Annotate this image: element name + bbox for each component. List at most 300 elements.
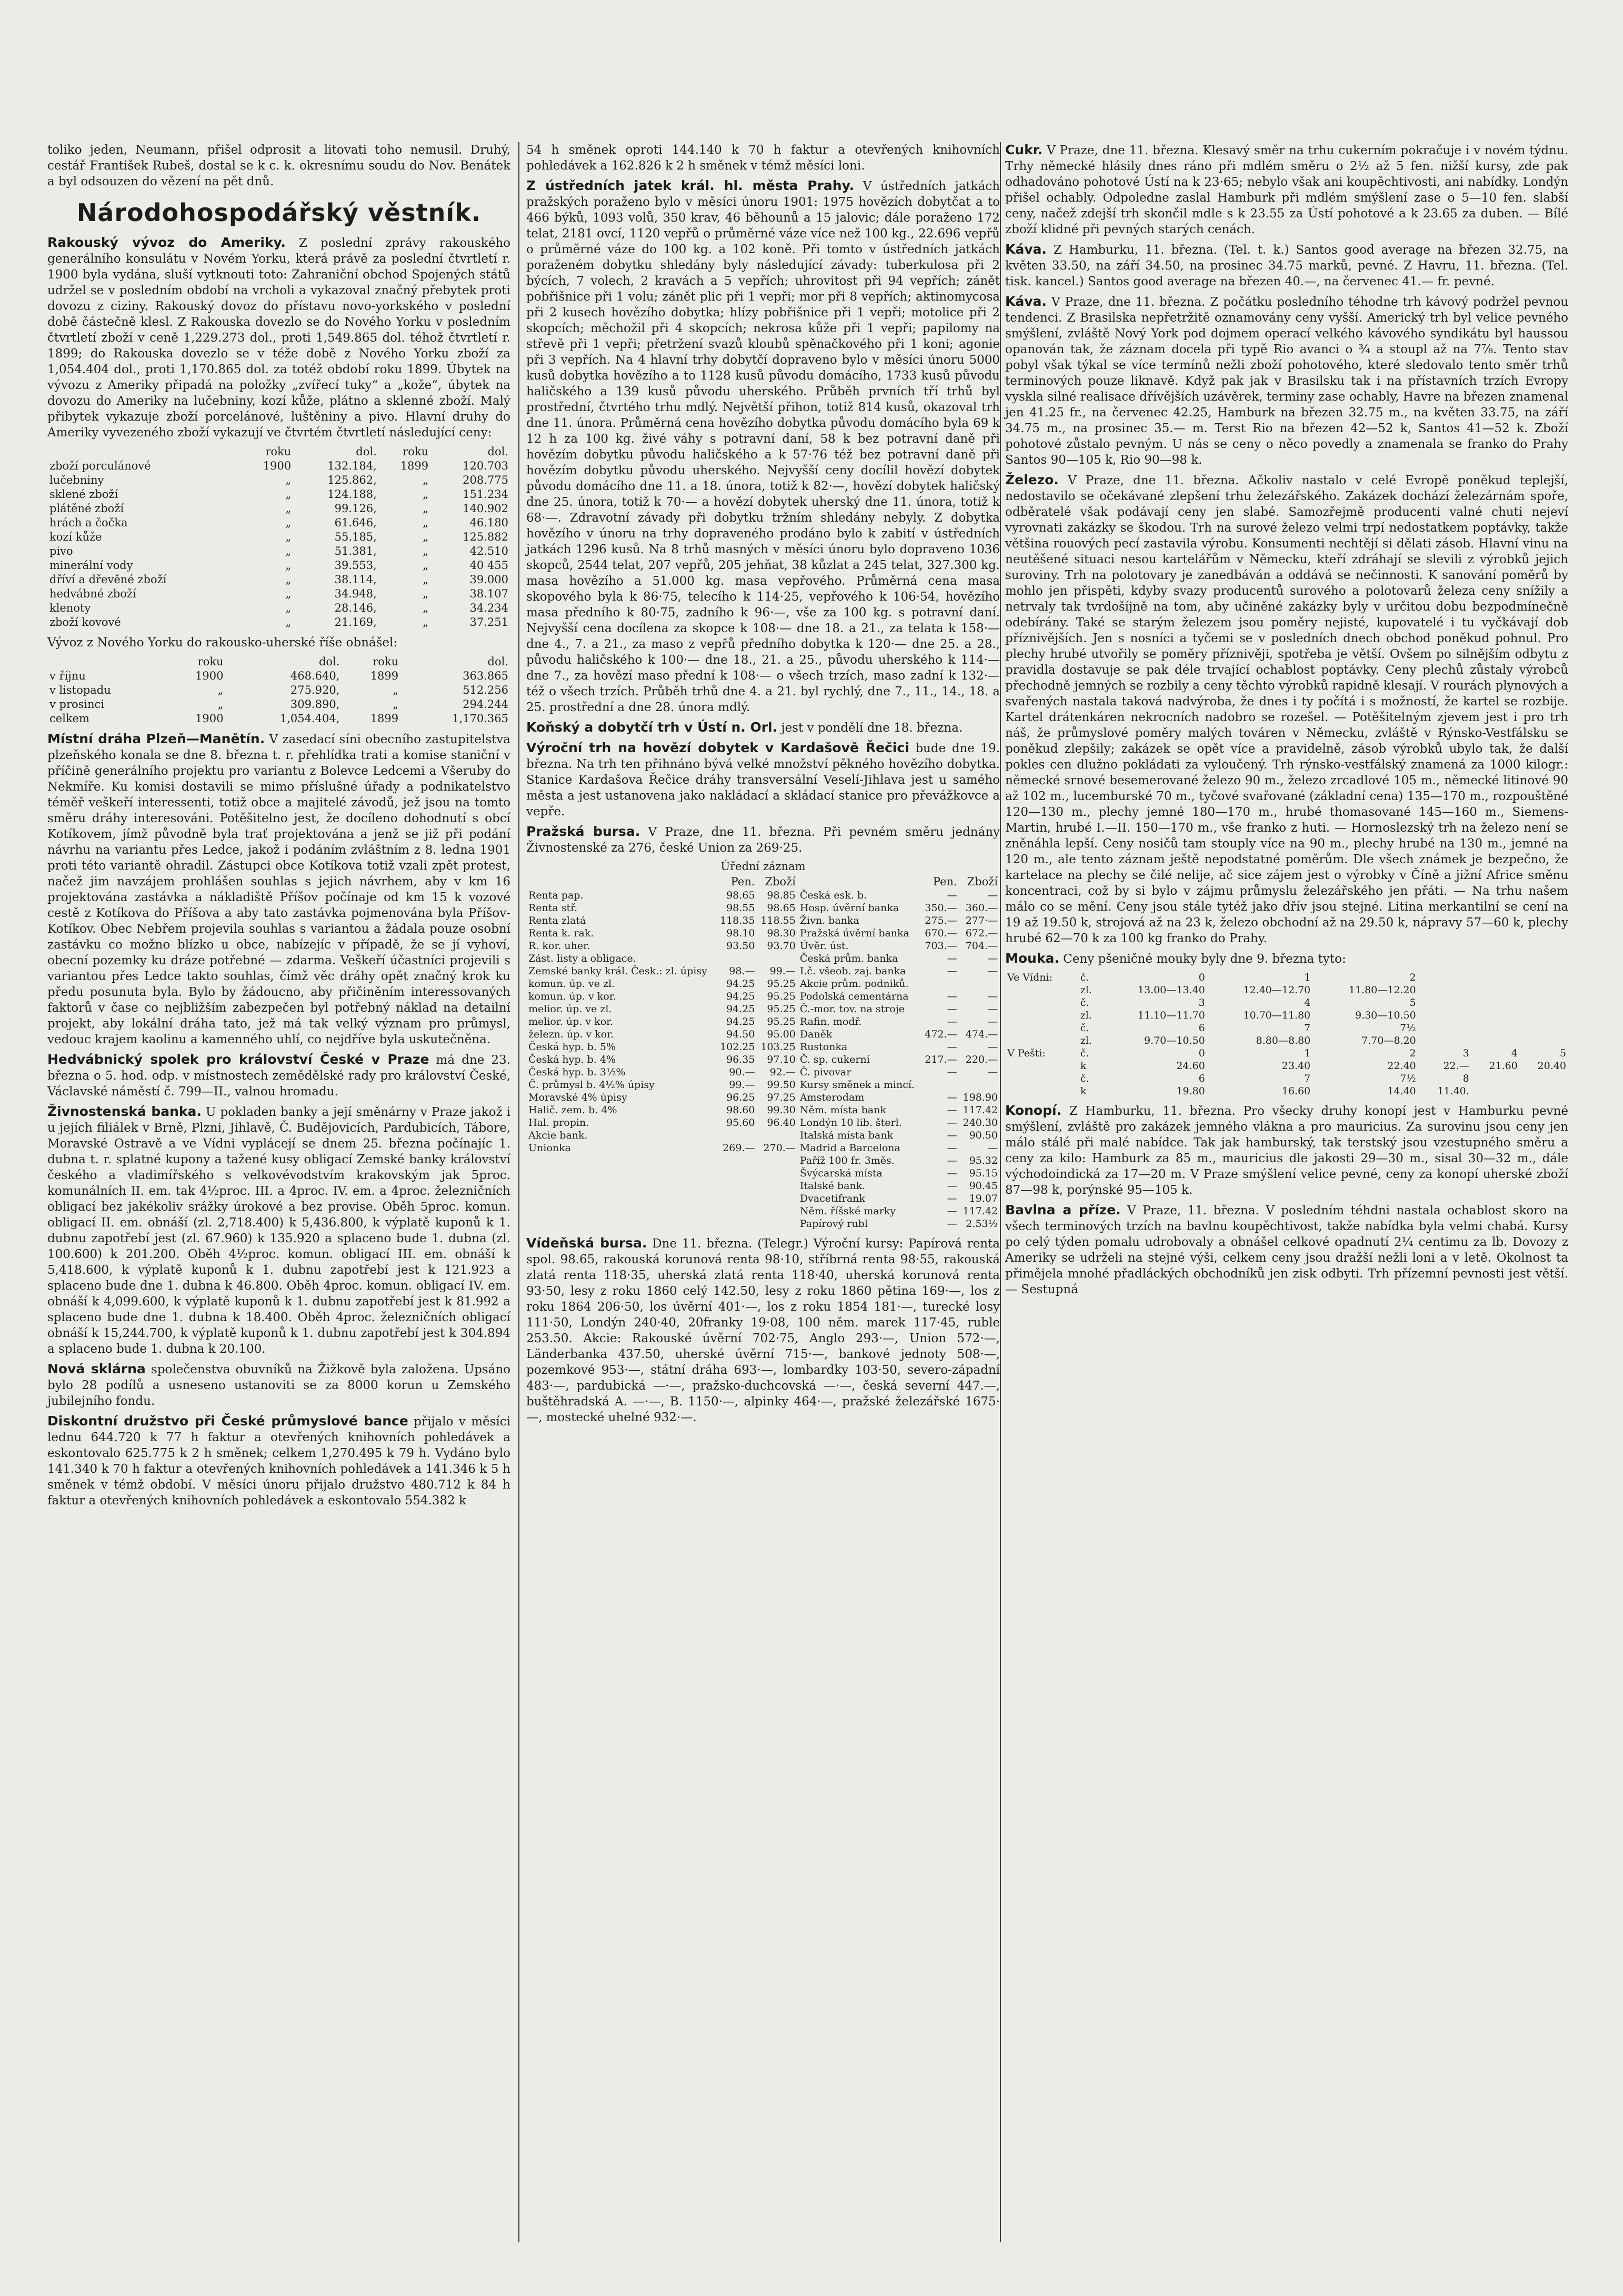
continued-paragraph: 54 h směnek oproti 144.140 k 70 h faktur a otevřených knihovních pohledávek a 162.826 k 2 h směnek v témž měsíci loni. bbox=[526, 143, 1000, 173]
table-cell: „ bbox=[285, 531, 292, 543]
table-row bbox=[1005, 1047, 1568, 1060]
article-body: Dne 11. března. (Telegr.) Výroční kursy: Papírová renta spol. 98.65, rakouská korunová renta 98·10, stříbrná renta 98·55, rakouská zlatá renta 118·35, uherská zlatá renta 118·40, uherská korunová renta 93·50, lesy z roku 1860 celý 142.50, lesy z roku 1860 pětina 169·—, los z roku 1864 206·50, los úvěrní 401·—, los z roku 1854 181·—, turecké losy 111·50, Londýn 240·40, 20franky 19·08, 100 něm. marek 117·45, ruble 253.50. Akcie: Rakouské úvěrní 702·75, Anglo 293·—, Union 572·—, Länderbanka 437.50, uherské úvěrní 715·—, bankové jednoty 508·—, pozemkové 953·—, státní dráha 693·—, lombardky 103·50, severo-západní 483·—, pardubická —·—, pražsko-duchcovská —·—, česká severní 447.—, buštěhradská A. —·—, B. 1150·—, alpinky 464·—, pražské železářské 1675·—, mostecké uhelné 932·—. bbox=[526, 1237, 1000, 1424]
table-cell: „ bbox=[423, 474, 429, 486]
table-cell: „ bbox=[285, 502, 292, 515]
table-cell: — bbox=[947, 1041, 957, 1053]
column-left bbox=[47, 142, 510, 1513]
table-cell: 277·— bbox=[965, 915, 998, 926]
table-cell: Zemské banky král. Česk.: zl. úpisy bbox=[528, 965, 707, 977]
article bbox=[526, 720, 1000, 736]
table-cell: Česká prům. banka bbox=[799, 953, 898, 964]
table-cell: 363.865 bbox=[463, 670, 508, 682]
table-cell: 93.70 bbox=[767, 940, 796, 952]
table-cell: — bbox=[947, 1104, 957, 1116]
table-cell: 55.185, bbox=[334, 531, 377, 543]
table-cell: 474.— bbox=[965, 1029, 998, 1040]
article-heading: Diskontní družstvo při České průmyslové bance bbox=[47, 1413, 408, 1429]
table-cell: 96.40 bbox=[767, 1117, 796, 1129]
table-cell bbox=[716, 1180, 757, 1192]
table-cell: 11.80—12.20 bbox=[1348, 984, 1416, 996]
table-cell: 5 bbox=[1409, 997, 1416, 1009]
table-cell: 4 bbox=[1304, 997, 1311, 1009]
article bbox=[526, 178, 1000, 715]
table-cell: — bbox=[947, 991, 957, 1002]
table-cell: 39.553, bbox=[334, 559, 377, 572]
table-cell: 7 bbox=[1304, 1022, 1311, 1034]
table-cell bbox=[526, 1217, 716, 1230]
table-cell: 99.30 bbox=[767, 1104, 796, 1116]
table-cell: 360.— bbox=[965, 902, 998, 914]
table-cell: 95.25 bbox=[767, 978, 796, 990]
table-cell: 97.25 bbox=[767, 1092, 796, 1103]
table-cell: 2 bbox=[1409, 1047, 1416, 1059]
table-cell: — bbox=[947, 1155, 957, 1166]
article-body: má dne 23. března o 5. hod. odp. v místnostech zemědělské rady pro království České, Václavské náměstí č. 799—II., valnou hromadu. bbox=[47, 1053, 510, 1099]
table-cell: 28.146, bbox=[334, 602, 377, 614]
table-header: Pen. bbox=[933, 875, 957, 888]
table-cell: 151.234 bbox=[463, 488, 508, 501]
table-header: roku bbox=[373, 655, 399, 668]
table-cell: „ bbox=[423, 502, 429, 515]
table-cell bbox=[526, 1180, 716, 1192]
table-cell: č. bbox=[1080, 997, 1089, 1009]
table-cell: železn. úp. v kor. bbox=[528, 1029, 614, 1040]
table-cell: „ bbox=[285, 602, 292, 614]
table-cell: — bbox=[947, 1016, 957, 1027]
column-rule bbox=[1000, 142, 1001, 2242]
table-cell bbox=[959, 1079, 1000, 1091]
table-row bbox=[1005, 984, 1568, 996]
table-cell: 98.55 bbox=[726, 902, 755, 914]
table-cell: 220.— bbox=[965, 1054, 998, 1065]
table-cell: 94.25 bbox=[726, 1016, 755, 1027]
table-cell: Zást. listy a obligace. bbox=[528, 953, 636, 964]
table-cell bbox=[1005, 1022, 1078, 1034]
table-cell: — bbox=[947, 965, 957, 977]
table-cell: 132.184, bbox=[327, 460, 377, 472]
article-body: V Praze, 11. března. V posledním téhdni nastala ochablost skoro na všech terminových trzích na bavlnu koupěchtivost, takže nabídka byla velmi chabá. Kursy po celý týden pomalu udrobovaly a obnášel celkové opadnutí 2¼ centimu za lb. Dovozy z Ameriky se udrželi na stejné výši, celkem ceny jsou dražší nežli loni a v letě. Okolnost ta přimějela mnohé přadláckých obchodníků jen zisk odbyti. Trh přízemní pevnosti jest větší. — Sestupná bbox=[1005, 1204, 1568, 1296]
table-cell: 37.251 bbox=[469, 616, 508, 628]
article-heading: Bavlna a příze. bbox=[1005, 1202, 1121, 1217]
table-cell: „ bbox=[423, 616, 429, 628]
table-cell: „ bbox=[285, 488, 292, 501]
table-row bbox=[47, 502, 510, 516]
table-cell: 10.70—11.80 bbox=[1243, 1010, 1311, 1021]
table-cell: 61.646, bbox=[334, 516, 377, 529]
table-row bbox=[47, 544, 510, 558]
article-heading: Koňský a dobytčí trh v Ústí n. Orl. bbox=[526, 720, 778, 735]
article-body: Z Hamburku, 11. března. (Tel. t. k.) Santos good average na březen 32.75, na květen 33.50, na září 34.50, na prosinec 34.75 marků, pevné. Z Havru, 11. března. (Tel. tisk. kancel.) Santos good average na březen 40.—, na červenec 41.— fr. pevné. bbox=[1005, 243, 1569, 288]
table-cell: Rafin. modř. bbox=[799, 1016, 862, 1027]
table-cell: Unionka bbox=[528, 1142, 571, 1154]
table-cell bbox=[716, 1154, 757, 1167]
table-header bbox=[798, 875, 921, 889]
table-cell: 95.25 bbox=[767, 1003, 796, 1015]
table-cell: 42.510 bbox=[469, 545, 508, 557]
table-cell: — bbox=[947, 1218, 957, 1230]
table-cell: — bbox=[947, 1193, 957, 1204]
table-cell: Švýcarská místa bbox=[799, 1167, 883, 1179]
table-cell: hedvábné zboží bbox=[49, 587, 136, 600]
table-cell: Česká hyp. b. 3½% bbox=[528, 1066, 626, 1078]
table-cell: 98.30 bbox=[767, 927, 796, 939]
table-cell: 94.25 bbox=[726, 991, 755, 1002]
table-cell: 11.40. bbox=[1437, 1085, 1469, 1097]
table-header bbox=[47, 655, 167, 669]
table-cell: 6 bbox=[1198, 1073, 1205, 1084]
table-cell: hrách a čočka bbox=[49, 516, 128, 529]
table-row bbox=[526, 952, 1000, 965]
table-cell: Česká esk. b. bbox=[799, 890, 867, 901]
table-cell: 94.50 bbox=[726, 1029, 755, 1040]
table-cell: 13.00—13.40 bbox=[1137, 984, 1205, 996]
table-cell: 1899 bbox=[370, 712, 399, 725]
article-heading: Nová sklárna bbox=[47, 1361, 146, 1376]
table-cell: Úvěr. úst. bbox=[799, 940, 849, 952]
table-row bbox=[526, 1180, 1000, 1192]
table-cell: 275.920, bbox=[290, 684, 340, 696]
table-row bbox=[47, 669, 510, 683]
table-cell: Paříž 100 fr. 3měs. bbox=[799, 1155, 895, 1166]
table-cell: 95.32 bbox=[969, 1155, 998, 1166]
table-cell: 103.25 bbox=[760, 1041, 796, 1053]
table-row bbox=[47, 601, 510, 615]
table-cell: 38.114, bbox=[334, 573, 377, 586]
table-cell: — bbox=[988, 953, 998, 964]
article-body: V zasedací síni obecního zastupitelstva plzeňského konala se dne 8. března t. r. přehlídka trati a komise staniční v příčině generálního projektu pro variantu z Bolevce Ledcemi a Všeruby do Nekmíře. Ku komisi dostavili se mimo příslušné úřady a podnikatelstvo téměř veškeří interessenti, totiž obce a majitelé závodů, jež jsou na tomto směru dráhy interesováni. Potěšitelno jest, že docíleno dohodnutí s obcí Kotíkovem, jímž původně byla trať projektována a jenž se již při podání návrhu na variantu přes Ledce, jakož i podáním zvláštním z 8. ledna 1901 proti této variantě ohradil. Zástupci obce Kotíkova totiž vzali zpět protest, načež jim navzájem prohlášen souhlas s jejich návrhem, aby v km 16 projektována zastávka a nákladiště Příšov počínaje od km 15 k vozové cestě z Kotíkova do Příšova a aby tato zastávka pojmenována byla Příšov-Kotíkov. Obec Nebřem projevila souhlas s variantou a žádala pouze osobní zastávku co možno blízko u obce, nabízejíc v případě, že se jí vyhoví, obecní pozemky ku dráze potřebné — zdarma. Veškeří účastníci projevili s variantou přes Ledce takto souhlas, čímž věc dráhy opět značný krok ku předu posunuta byla. Bylo by žádoucno, aby přičiněním interessovaných faktorů v čase co nejbližším zabezpečen byl potřebný náklad na detailní projekt, aby lokální dráha tato, jež má tak velký význam pro průmysl, vedouc krajem kaolinu a kamenného uhlí, co nejdříve byla uskutečněna. bbox=[47, 733, 511, 1046]
bourse-caption: Úřední záznam bbox=[720, 860, 806, 873]
table-cell: 198.90 bbox=[963, 1092, 998, 1103]
table-row bbox=[47, 573, 510, 587]
article-body: jest v pondělí dne 18. března. bbox=[781, 721, 963, 735]
table-cell: Italské bank. bbox=[799, 1180, 866, 1192]
table-cell bbox=[757, 1129, 797, 1142]
table-header: dol. bbox=[318, 655, 340, 668]
table-header: dol. bbox=[487, 445, 508, 458]
table-cell: 9.30—10.50 bbox=[1355, 1010, 1416, 1021]
table-cell bbox=[757, 1192, 797, 1205]
table-cell bbox=[757, 1154, 797, 1167]
table-row bbox=[526, 1154, 1000, 1167]
article bbox=[1005, 1103, 1568, 1198]
article bbox=[1005, 951, 1568, 967]
table-row bbox=[47, 712, 510, 726]
table-cell bbox=[757, 1167, 797, 1180]
table-cell: 217.— bbox=[925, 1054, 957, 1065]
table-cell: 6 bbox=[1198, 1022, 1205, 1034]
article-heading: Rakouský vývoz do Ameriky. bbox=[47, 235, 286, 250]
table-cell: 1900 bbox=[195, 712, 224, 725]
article-body: V ústředních jatkách pražských poraženo bylo v měsíci únoru 1901: 1975 hovězích dobytčat a to 466 býků, 1093 volů, 350 krav, 46 běhounů a 15 jalovic; dále poraženo 172 telat, 2181 ovcí, 1120 vepřů o průměrné váze více než 100 kg., 22.696 vepřů o průměrné váze do 100 kg. a 102 koně. Při tomto v ústředních jatkách poraženém dobytku shledány byly následující závady: tuberkulosa při 2 býcích, 7 volech, 2 kravách a 5 vepřích; uhrovitost při 94 vepřích; zánět pobřišnice při 1 volu; zánět plic při 1 vepři; mor při 8 vepřích; aktinomycosa při 2 kusech hovězího dobytka; hlízy pobřišnice při 1 vepři; motolice při 2 skopcích; měchožil při 4 skopcích; nekrosa kůže při 1 vepři; papilomy na střevě při 1 vepři; přetržení svazů kloubů spěnačkového při 1 koni; agonie při 3 vepřích. Na 4 hlavní trhy dobytčí dopraveno bylo v měsíci únoru 5000 kusů dobytka hovězího a to 1128 kusů původu domácího, 1733 kusů původu haličského a 139 kusů původu uherského. Průběh prvních tří trhů byl prostřední, čtvrtého trhu mdlý. Největší přihon, totiž 814 kusů, okazoval trh dne 11. února. Průměrná cena hovězího dobytka původu domácího byla 69 k 12 h za 100 kg. živé váhy s potravní daní, 58 k bez potravní daně při hovězím dobytku původu haličského a k 57·76 též bez potravní daně při hovězím dobytku původu uherského. Nejvyšší ceny docílil hovězí dobytek původu domácího dne 11. a 18. února, totiž k 82·—, hovězí dobytek haličský dne 25. února, totiž k 70·— a hovězí dobytek uherský dne 11. února, totiž k 68·—. Zdravotní závady při dobytku tržním shledány nebyly. Z dobytka hovězího v únoru na trhy dopraveného prodáno bylo k zabití v ústředních jatkách 1296 kusů. Na 8 trhů masných v měsíci únoru bylo dopraveno 1036 skopců, 2544 telat, 207 vepřů, 205 jehňat, 38 kůzlat a 245 telat, 327.300 kg. masa hovězího a 51.000 kg. masa vepřového. Průměrná cena masa skopového byla k 86·75, telecího k 114·25, vepřového k 106·54, hovězího masa předního k 80·75, zadního k 96·—, vše za 100 kg. s potravní daní. Nejvyšší cena docílena za skopce k 108·— dne 18. a 21., za telata k 158·— dne 4., 7. a 21., za maso z vepřů předního dobytka k 120·— dne 25. a 28., původu haličského k 100·— dne 18., 21. a 25., původu uherského k 114·— dne 7., za hovězí maso přední k 108·— o všech trzích, maso zadní k 132·— též o všech trzích. Průběh trhů dne 4. a 21. byl rychlý, dne 7., 11., 14., 18. a 25. prostřední a dne 28. února mdlý. bbox=[526, 179, 1000, 714]
table-cell: 208.775 bbox=[463, 474, 508, 486]
table-cell: 97.10 bbox=[767, 1054, 796, 1065]
table-cell: celkem bbox=[49, 712, 89, 725]
table-cell: 240.30 bbox=[963, 1117, 998, 1129]
table-row bbox=[47, 530, 510, 544]
table-cell: 117.42 bbox=[963, 1205, 998, 1217]
article-heading: Z ústředních jatek král. hl. města Prahy. bbox=[526, 178, 855, 193]
table-cell: pivo bbox=[49, 545, 73, 557]
table-cell: klenoty bbox=[49, 602, 91, 614]
table-cell: melior. úp. v kor. bbox=[528, 1016, 614, 1027]
table-cell: 21.169, bbox=[334, 616, 377, 628]
table-cell: — bbox=[988, 991, 998, 1002]
table-cell: „ bbox=[423, 602, 429, 614]
table-cell bbox=[1005, 1060, 1078, 1072]
table-cell: 3 bbox=[1462, 1047, 1469, 1059]
table-cell: 4 bbox=[1511, 1047, 1518, 1059]
table-cell: V Pešti: bbox=[1007, 1047, 1046, 1059]
table-cell: — bbox=[988, 1016, 998, 1027]
table-cell: 5 bbox=[1559, 1047, 1566, 1059]
table-row bbox=[526, 1205, 1000, 1217]
table-cell: 468.640, bbox=[290, 670, 340, 682]
table-header: Pen. bbox=[730, 875, 755, 888]
table-row bbox=[1005, 1085, 1568, 1097]
table-row bbox=[526, 1192, 1000, 1205]
table-cell: 8 bbox=[1462, 1073, 1469, 1084]
article bbox=[1005, 294, 1568, 468]
table-cell bbox=[526, 1192, 716, 1205]
table-cell: 19.07 bbox=[969, 1193, 998, 1204]
article-heading: Vídeňská bursa. bbox=[526, 1235, 647, 1251]
table-cell bbox=[526, 1167, 716, 1180]
table-row bbox=[47, 516, 510, 530]
table-row bbox=[1005, 1060, 1568, 1072]
table-cell: „ bbox=[423, 488, 429, 501]
table-row bbox=[47, 615, 510, 630]
table-row bbox=[526, 1142, 1000, 1154]
table-cell: 95.15 bbox=[969, 1167, 998, 1179]
table-row bbox=[526, 914, 1000, 927]
table-cell bbox=[1005, 1009, 1078, 1022]
table-cell: Kursy směnek a mincí. bbox=[799, 1079, 915, 1091]
table-cell bbox=[757, 1217, 797, 1230]
article-heading: Hedvábnický spolek pro království České v Praze bbox=[47, 1052, 429, 1067]
table-cell: — bbox=[947, 953, 957, 964]
table-row bbox=[47, 487, 510, 502]
table-cell: — bbox=[947, 1130, 957, 1141]
table-cell: 0 bbox=[1198, 972, 1205, 983]
table-cell: 118.35 bbox=[720, 915, 755, 926]
table-cell: 20.40 bbox=[1537, 1060, 1566, 1072]
table-row bbox=[526, 1041, 1000, 1053]
table-cell: „ bbox=[285, 559, 292, 572]
article-body: přijalo v měsíci lednu 644.720 k 77 h faktur a otevřených knihovních pohledávek a eskontovalo 625.775 k 2 h směnek; celkem 1,270.495 k 79 h. Vydáno bylo 141.340 k 70 h faktur a otevřených knihovních pohledávek a 141.346 k 5 h směnek v témž období. V měsíci únoru přijalo družstvo 480.712 k 84 h faktur a otevřených knihovních pohledávek a eskontovalo 554.382 k bbox=[47, 1415, 511, 1508]
table-row bbox=[47, 683, 510, 697]
table-header bbox=[526, 875, 716, 889]
table-cell bbox=[716, 1205, 757, 1217]
table-cell: 2.53½ bbox=[966, 1218, 998, 1230]
column-right bbox=[1005, 142, 1568, 1302]
table-cell: 34.948, bbox=[334, 587, 377, 600]
table-cell: zl. bbox=[1080, 1010, 1092, 1021]
table-cell: 1900 bbox=[195, 670, 224, 682]
table-cell bbox=[526, 1154, 716, 1167]
table-cell: 40 455 bbox=[469, 559, 508, 572]
article-heading: Mouka. bbox=[1005, 951, 1059, 966]
table-cell bbox=[716, 1217, 757, 1230]
table-cell: — bbox=[988, 1142, 998, 1154]
article bbox=[526, 1235, 1000, 1425]
table-cell bbox=[716, 1192, 757, 1205]
article-body: V Praze, dne 11. března. Při pevném směru jednány Živnostenské za 276, české Union za 269·25. bbox=[526, 825, 1000, 855]
article-body: Ceny pšeničné mouky byly dne 9. března tyto: bbox=[1063, 952, 1346, 966]
table-header bbox=[47, 445, 242, 459]
table-cell: I.č. všeob. zaj. banka bbox=[799, 965, 906, 977]
table-cell: 22.— bbox=[1443, 1060, 1469, 1072]
table-row bbox=[526, 1066, 1000, 1079]
table-cell: Halič. zem. b. 4% bbox=[528, 1104, 617, 1116]
table-cell: „ bbox=[217, 684, 224, 696]
table-cell: 99.50 bbox=[767, 1079, 796, 1091]
table-cell: 98.60 bbox=[726, 1104, 755, 1116]
article bbox=[47, 1413, 510, 1509]
table-cell: 125.862, bbox=[327, 474, 377, 486]
table-cell: komun. úp. v kor. bbox=[528, 991, 616, 1002]
table-cell: Amsterodam bbox=[799, 1092, 865, 1103]
table-header: roku bbox=[197, 655, 224, 668]
column-middle bbox=[526, 142, 1000, 1430]
table-row bbox=[526, 1129, 1000, 1142]
table-cell: Pražská úvěrní banka bbox=[799, 927, 909, 939]
table-cell: Renta stř. bbox=[528, 902, 578, 914]
table-row bbox=[526, 965, 1000, 977]
table-cell: Dvacetifrank bbox=[799, 1193, 865, 1204]
table-cell: 93.50 bbox=[726, 940, 755, 952]
table-cell: Akcie bank. bbox=[528, 1130, 588, 1141]
table-cell: Renta zlatá bbox=[528, 915, 586, 926]
table-cell: v prosinci bbox=[49, 698, 105, 711]
table-cell: 34.234 bbox=[469, 602, 508, 614]
article-body: Z Hamburku, 11. března. Pro všecky druhy konopí jest v Hamburku pevné smýšlení, zvláště pro zakázek jemného vlákna a pro mauricius. Za surovinu jsou ceny jen málo stálé při malé nabídce. Tak jak hamburský, tak terstský jsou vzestupného směru a ceny za kilo: Hamburk za 85 m., mauricius dle jakosti 29—30 m., sisal 30—32 m., dále východoindická za 17—20 m. V Praze smýšlení velice pevné, ceny za konopí uherské zboží 87—98 k, porýnské 95—105 k. bbox=[1005, 1104, 1569, 1197]
article-body: Z poslední zprávy rakouského generálního konsulátu v Novém Yorku, která právě za poslední čtvrtletí r. 1900 byla vydána, sluší vytknouti toto: Zahraniční obchod Spojených států udržel se v posledním období na vrcholi a vykazoval značný přebytek proti dovozu z ciziny. Rakouský dovoz do přístavu novo-yorkského v poslední době částečně klesl. Z Rakouska dovezlo se do Nového Yorku v posledním čtvrtletí zboží v ceně 1,229.273 dol., proti 1,549.865 dol. téhož čtvrtletí r. 1899; do Rakouska dovezlo se v téže době z Nového Yorku zboží za 1,054.404 dol., proti 1,170.865 dol. za totéž období roku 1899. Úbytek na vývozu z Ameriky připadá na položky „zvířecí tuky“ a „kože“, úbytek na dovozu do Ameriky na lučebniny, kozí kůže, plátno a sklenné zboží. Malý přibytek vykazuje zboží porcelánové, luštěniny a pivo. Hlavní druhy do Ameriky vyvezeného zboží vykazují ve čtvrtém čtvrtletí následující ceny: bbox=[47, 236, 511, 440]
table-cell: 672.— bbox=[965, 927, 998, 939]
table-cell: Italská místa bank bbox=[799, 1130, 894, 1141]
table-cell: 98.65 bbox=[767, 902, 796, 914]
table-cell: zl. bbox=[1080, 984, 1092, 996]
table-cell: 2 bbox=[1409, 972, 1416, 983]
table-cell: 21.60 bbox=[1489, 1060, 1518, 1072]
table-cell: Renta pap. bbox=[528, 890, 584, 901]
table-cell: k bbox=[1080, 1085, 1087, 1097]
table-cell: Něm. místa bank bbox=[799, 1104, 886, 1116]
table-cell bbox=[1005, 1034, 1078, 1047]
article bbox=[47, 235, 510, 441]
table-header: roku bbox=[403, 445, 429, 458]
table-cell: 95.60 bbox=[726, 1117, 755, 1129]
export-monthly-table bbox=[47, 655, 510, 726]
table-cell: 94.25 bbox=[726, 978, 755, 990]
table-cell: 98.65 bbox=[726, 890, 755, 901]
table-cell: „ bbox=[393, 698, 399, 711]
table-cell: 1 bbox=[1304, 972, 1311, 983]
table-cell: kozí kůže bbox=[49, 531, 102, 543]
table-cell: — bbox=[947, 1092, 957, 1103]
table-row bbox=[526, 1116, 1000, 1129]
table-cell: Papírový rubl bbox=[799, 1218, 868, 1230]
table-cell: 90.— bbox=[729, 1066, 755, 1078]
table-cell: „ bbox=[217, 698, 224, 711]
table-row bbox=[1005, 971, 1568, 984]
table-cell: Madrid a Barcelona bbox=[799, 1142, 900, 1154]
article-heading: Káva. bbox=[1005, 242, 1047, 257]
table-cell bbox=[757, 1180, 797, 1192]
article-heading: Železo. bbox=[1005, 472, 1059, 487]
table-cell: „ bbox=[285, 573, 292, 586]
table-cell: 118.55 bbox=[760, 915, 796, 926]
table-row bbox=[1005, 1034, 1568, 1047]
table-row bbox=[47, 697, 510, 712]
table-cell: 99.— bbox=[769, 965, 796, 977]
table-row bbox=[526, 1053, 1000, 1066]
table-row bbox=[526, 1167, 1000, 1180]
table-cell bbox=[1005, 984, 1078, 996]
table-cell: 90.50 bbox=[969, 1130, 998, 1141]
table-row bbox=[526, 1217, 1000, 1230]
table-cell: 99.— bbox=[729, 1079, 755, 1091]
table-cell: 14.40 bbox=[1387, 1085, 1416, 1097]
table-cell: 96.25 bbox=[726, 1092, 755, 1103]
table-cell bbox=[921, 977, 959, 990]
table-cell bbox=[716, 1167, 757, 1180]
table-cell: sklené zboží bbox=[49, 488, 118, 501]
table-row bbox=[526, 1091, 1000, 1104]
article-body: společenstva obuvníků na Žižkově byla založena. Upsáno bylo 28 podílů a usneseno ustanoviti se za 8000 korun u Zemského jubilejního fondu. bbox=[47, 1363, 510, 1408]
table-cell: č. bbox=[1080, 1073, 1089, 1084]
column-rule bbox=[518, 142, 519, 2242]
table-row bbox=[526, 889, 1000, 902]
table-cell: 99.126, bbox=[334, 502, 377, 515]
table-cell: „ bbox=[285, 587, 292, 600]
article-heading: Živnostenská banka. bbox=[47, 1104, 202, 1119]
table-row bbox=[526, 1003, 1000, 1015]
table-cell: R. kor. uher. bbox=[528, 940, 590, 952]
article bbox=[47, 1052, 510, 1100]
table-cell: Hosp. úvěrní banka bbox=[799, 902, 899, 914]
article-heading: Pražská bursa. bbox=[526, 824, 640, 839]
table-row bbox=[47, 558, 510, 573]
table-cell: 92.— bbox=[769, 1066, 796, 1078]
table-row bbox=[526, 940, 1000, 952]
table-cell: 7.70—8.20 bbox=[1361, 1035, 1416, 1046]
article bbox=[1005, 1202, 1568, 1297]
table-cell: Č. průmysl b. 4½% úpisy bbox=[528, 1079, 655, 1091]
table-cell: „ bbox=[423, 516, 429, 529]
table-cell: 0 bbox=[1198, 1047, 1205, 1059]
table-header: Zboží bbox=[967, 875, 998, 888]
table-cell bbox=[526, 1205, 716, 1217]
table-cell: 96.35 bbox=[726, 1054, 755, 1065]
table-cell: zboží porculánové bbox=[49, 460, 151, 472]
flour-price-table bbox=[1005, 971, 1568, 1097]
table-cell: 1,054.404, bbox=[279, 712, 340, 725]
table-cell: 124.188, bbox=[327, 488, 377, 501]
table-cell: „ bbox=[423, 559, 429, 572]
table-cell: 120.703 bbox=[463, 460, 508, 472]
table-cell bbox=[959, 977, 1000, 990]
table-row bbox=[1005, 1022, 1568, 1034]
table-cell: — bbox=[988, 890, 998, 901]
table-row bbox=[1005, 996, 1568, 1009]
table-cell: č. bbox=[1080, 1047, 1089, 1059]
intro-paragraph: toliko jeden, Neumann, přišel odprosit a litovati toho nemusil. Druhý, cestář František Rubeš, dostal se k c. k. okresnímu soudu do Nov. Benátek a byl odsouzen do vězení na pět dnů. bbox=[47, 143, 510, 188]
article-body: bude dne 19. března. Na trh ten přihnáno bývá velké množství pěkného hovězího dobytka. Stanice Kardašova Řečice dráhy transversální Veselí-Jihlava jest u samého města a jest ustanovena jako nakládací a skládací stanice pro převážkovce a vepře. bbox=[526, 742, 1000, 818]
table-cell: — bbox=[947, 1117, 957, 1129]
table-cell: 12.40—12.70 bbox=[1243, 984, 1311, 996]
article bbox=[526, 740, 1000, 820]
table-cell: 309.890, bbox=[290, 698, 340, 711]
